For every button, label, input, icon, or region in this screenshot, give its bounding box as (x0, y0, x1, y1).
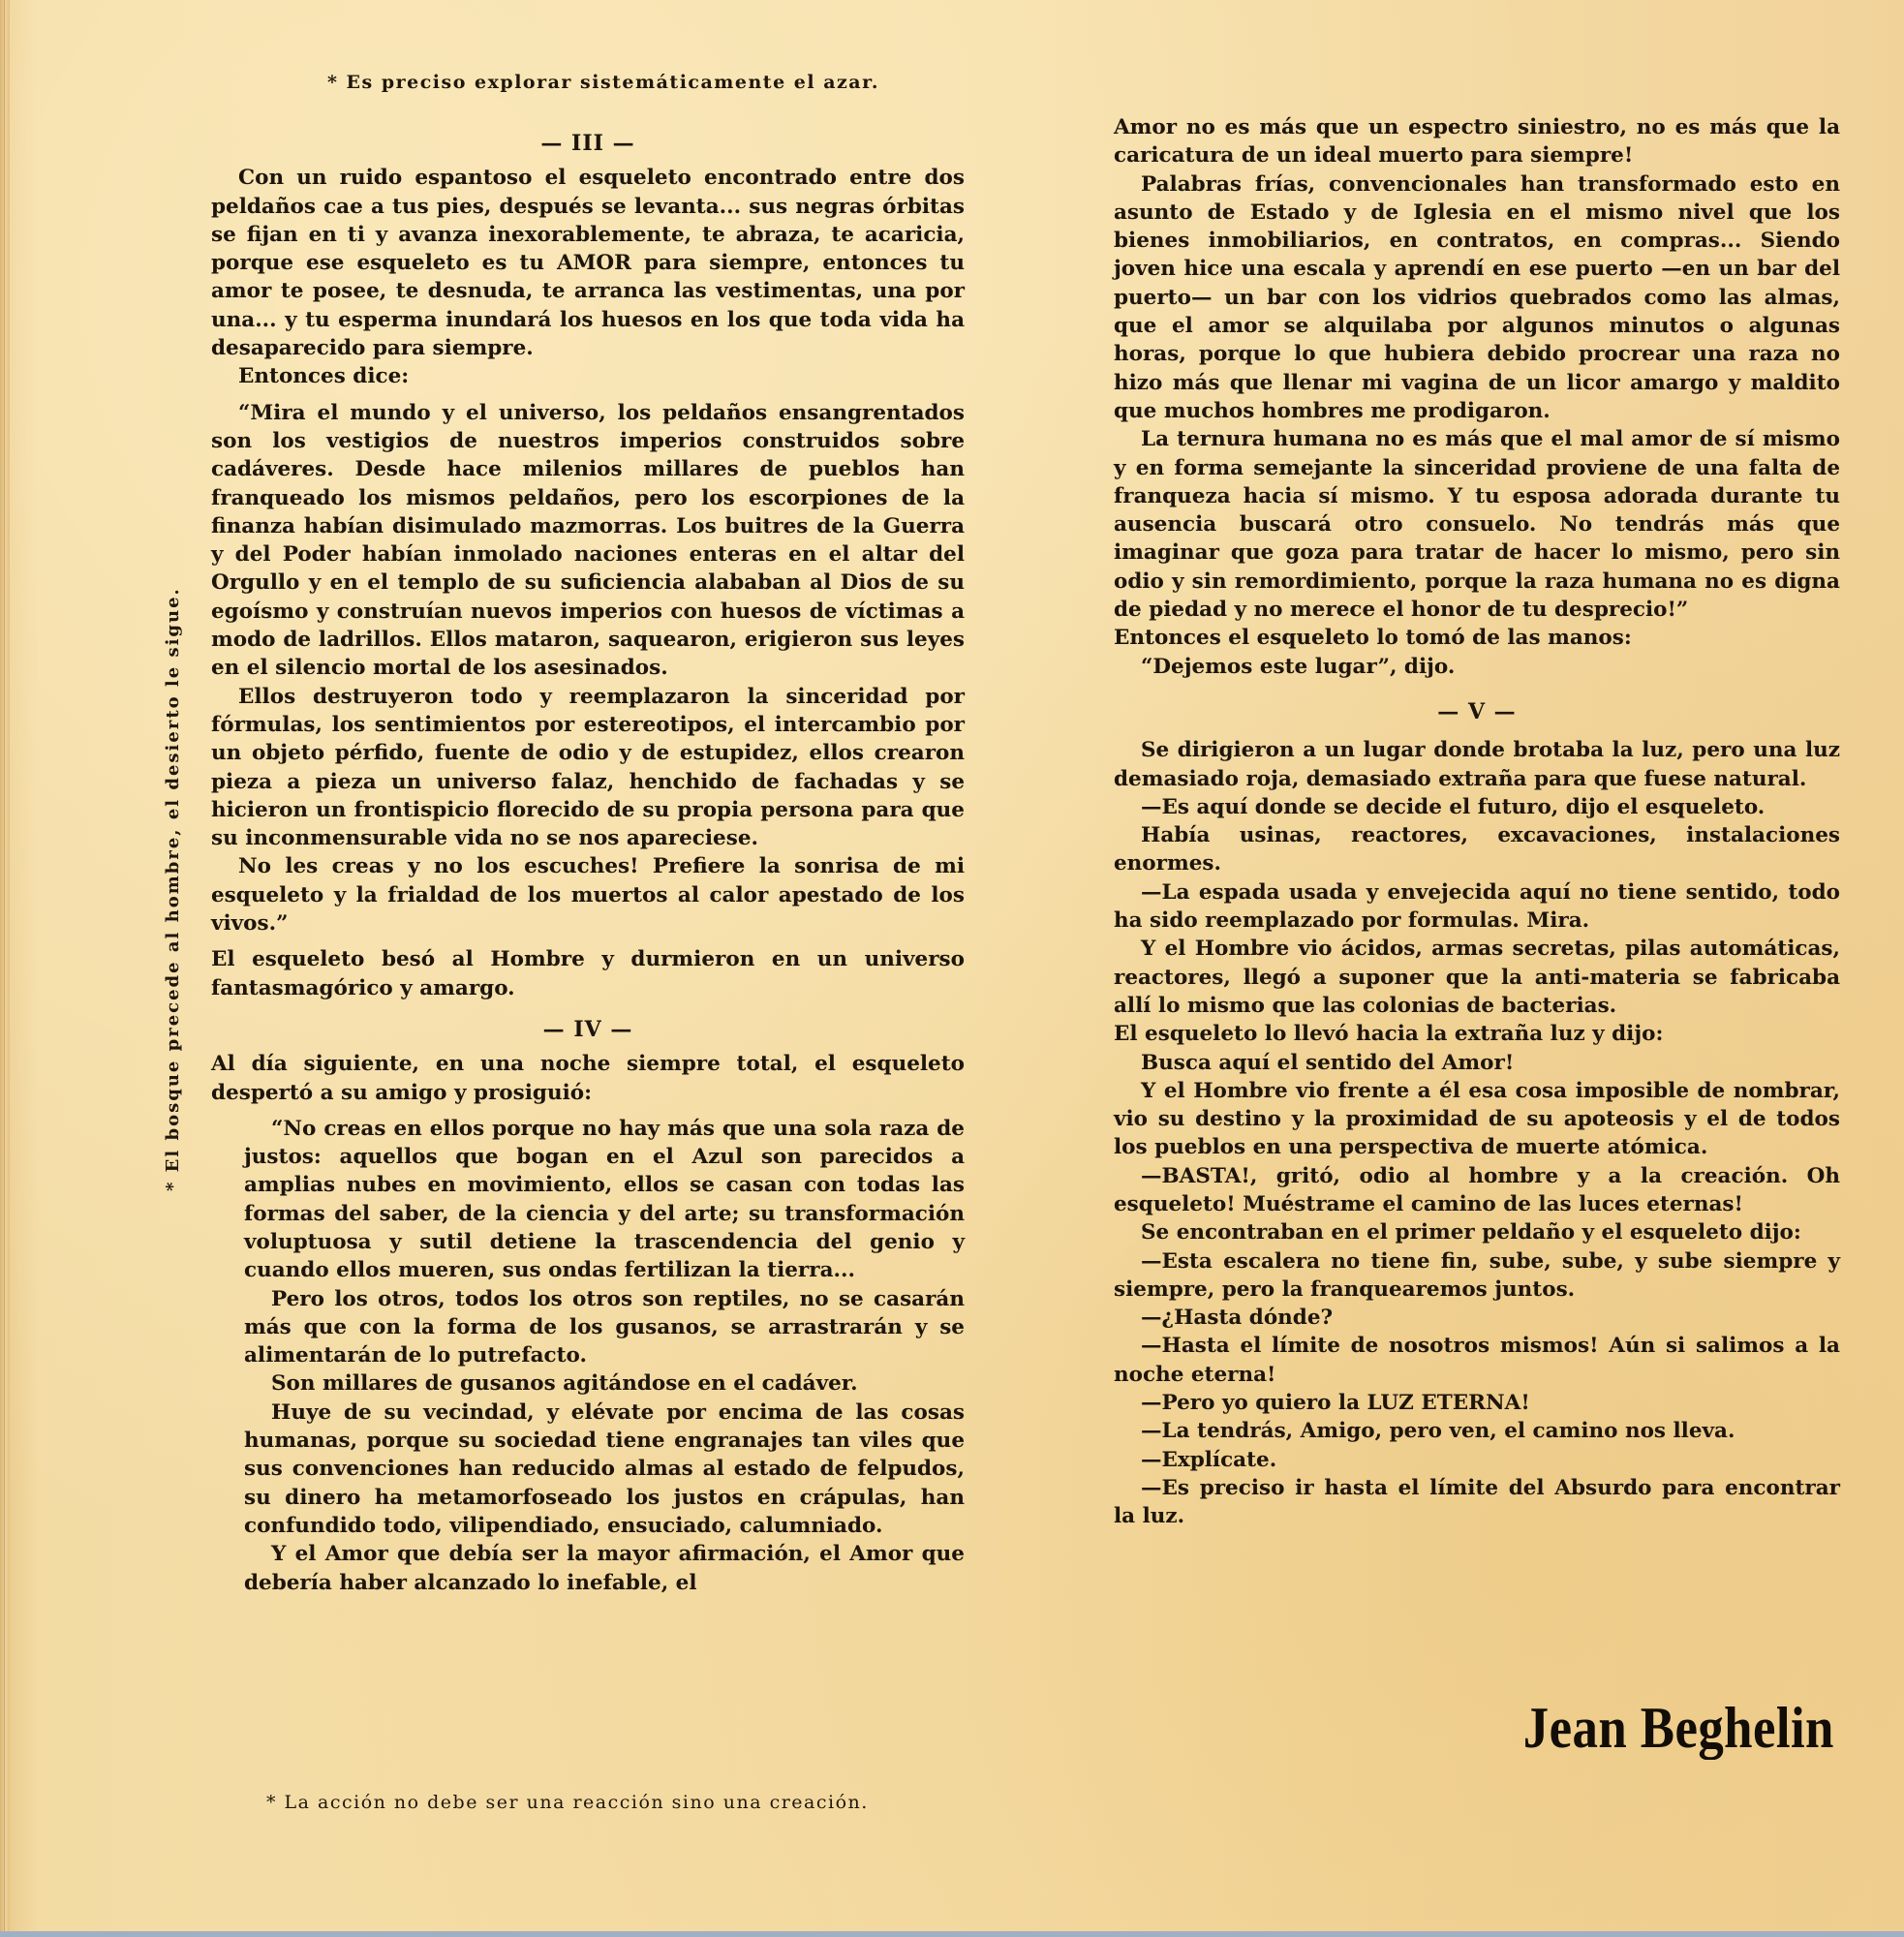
section-heading-iv: — IV — (542, 1016, 633, 1042)
paragraph: Son millares de gusanos agitándose en el cadáver. (271, 1371, 858, 1397)
author-signature: Jean Beghelin (1522, 1696, 1834, 1760)
dialogue-line: —Pero yo quiero la LUZ ETERNA! (1141, 1391, 1530, 1416)
paragraph: Entonces dice: (238, 364, 410, 389)
page-binding-edge (0, 0, 10, 1937)
paragraph: Amor no es más que un espectro siniestro, no es más que la caricatura de un ideal muerto para siempre! (1114, 115, 1840, 169)
right-column (1114, 113, 1840, 1531)
dialogue-line: —La espada usada y envejecida aquí no tiene sentido, todo ha sido reemplazado por formulas. Mira. (1114, 879, 1840, 934)
scan-bottom-edge (0, 1931, 1904, 1937)
paragraph: El esqueleto lo llevó hacia la extraña luz y dijo: (1114, 1022, 1664, 1047)
dialogue-line: —BASTA!, gritó, odio al hombre y a la creación. Oh esqueleto! Muéstrame el camino de las luces eternas! (1114, 1163, 1840, 1216)
paragraph: Busca aquí el sentido del Amor! (1141, 1050, 1515, 1075)
section-heading-iii: — III — (540, 131, 635, 156)
dialogue-line: —Hasta el límite de nosotros mismos! Aún si salimos a la noche eterna! (1114, 1334, 1840, 1387)
paragraph: Y el Hombre vio ácidos, armas secretas, pilas automáticas, reactores, llegó a suponer que la anti-materia se fabricaba allí lo mismo que las colonias de bacterias. (1114, 937, 1840, 1018)
quote-paragraph: “Mira el mundo y el universo, los peldaños ensangrentados son los vestigios de nuestros imperios construidos sobre cadáveres. Desde hace milenios millares de pueblos han franqueado los mismos peldaños, pero los escorpiones de la finanza habían disimulado mazmorras. Los buitres de la Guerra y del Poder habían inmolado naciones enteras en el altar del Orgullo y en el templo de su suficiencia alababan al Dios de su egoísmo y construían nuevos imperios con huesos de víctimas a modo de ladrillos. Ellos mataron, saquearon, erigieron sus leyes en el silencio mortal de los asesinados. (211, 400, 965, 681)
dialogue-line: —Es aquí donde se decide el futuro, dijo el esqueleto. (1141, 794, 1766, 819)
paragraph: “Dejemos este lugar”, dijo. (1141, 654, 1456, 679)
paragraph: Entonces el esqueleto lo tomó de las manos: (1114, 626, 1632, 651)
dialogue-line: —Esta escalera no tiene fin, sube, sube, y sube siempre y siempre, pero la franquearemos juntos. (1114, 1248, 1840, 1302)
paragraph: Huye de su vecindad, y elévate por encima de las cosas humanas, porque su sociedad tiene engranajes tan viles que sus convenciones han reducido almas al estado de felpudos, su dinero ha metamorfoseado los justos en crápulas, han confundido todo, vilipendiado, ensuciado, calumniado. (244, 1399, 965, 1538)
paragraph: Pero los otros, todos los otros son reptiles, no se casarán más que con la forma de los gusanos, se arrastrarán y se alimentarán de lo putrefacto. (244, 1286, 965, 1368)
paragraph: Ellos destruyeron todo y reemplazaron la sinceridad por fórmulas, los sentimientos por estereotipos, el intercambio por un objeto pérfido, fuente de odio y de estupidez, ellos crearon pieza a pieza un universo falaz, henchido de fachadas y se hicieron un frontispicio florecido de su propia persona para que su inconmensurable vida no se nos apareciese. (211, 684, 965, 851)
paragraph: No les creas y no los escuches! Prefiere la sonrisa de mi esqueleto y la frialdad de los muertos al calor apestado de los vivos.” (211, 854, 965, 937)
dialogue-line: —¿Hasta dónde? (1141, 1306, 1334, 1331)
paragraph: Se encontraban en el primer peldaño y el esqueleto dijo: (1141, 1220, 1801, 1245)
paragraph: Había usinas, reactores, excavaciones, instalaciones enormes. (1114, 823, 1840, 876)
section-heading-v: — V — (1437, 698, 1517, 724)
dialogue-line: —Es preciso ir hasta el límite del Absurdo para encontrar la luz. (1114, 1475, 1840, 1529)
quote-paragraph: “No creas en ellos porque no hay más que una sola raza de justos: aquellos que bogan en el Azul son parecidos a amplias nubes en movimiento, ellos se casan con todas las formas del saber, de la ciencia y del arte; su transformación voluptuosa y sutil detiene la trascendencia del genio y cuando ellos mueren, sus ondas fertilizan la tierra... (244, 1116, 965, 1283)
dialogue-line: —Explícate. (1141, 1447, 1277, 1472)
epigraph-top: * Es preciso explorar sistemáticamente el azar. (327, 72, 880, 93)
paragraph: Con un ruido espantoso el esqueleto encontrado entre dos peldaños cae a tus pies, después se levanta... sus negras órbitas se fijan en ti y avanza inexorablemente, te abraza, te acaricia, porque ese esqueleto es tu AMOR para siempre, entonces tu amor te posee, te desnuda, te arranca las vestimentas, una por una... y tu esperma inundará los huesos en los que toda vida ha desaparecido para siempre. (211, 166, 965, 361)
paragraph: Se dirigieron a un lugar donde brotaba la luz, pero una luz demasiado roja, demasiado extraña para que fuese natural. (1114, 738, 1840, 791)
epigraph-side-vertical: * El bosque precede al hombre, el desierto le sigue. (163, 587, 183, 1191)
epigraph-bottom: * La acción no debe ser una reacción sino una creación. (266, 1792, 869, 1813)
left-column (211, 130, 965, 1597)
paragraph: La ternura humana no es más que el mal amor de sí mismo y en forma semejante la sinceridad proviene de una falta de franqueza hacia sí mismo. Y tu esposa adorada durante tu ausencia buscará otro consuelo. No tendrás más que imaginar que goza para tratar de hacer lo mismo, pero sin odio y sin remordimiento, porque la raza humana no es digna de piedad y no merece el honor de tu desprecio!” (1114, 427, 1840, 623)
paragraph: El esqueleto besó al Hombre y durmieron en un universo fantasmagórico y amargo. (211, 947, 965, 1000)
paragraph: Al día siguiente, en una noche siempre total, el esqueleto despertó a su amigo y prosiguió: (211, 1052, 965, 1105)
dialogue-line: —La tendrás, Amigo, pero ven, el camino nos lleva. (1141, 1419, 1735, 1444)
paragraph: Y el Hombre vio frente a él esa cosa imposible de nombrar, vio su destino y la proximidad de su apoteosis y el de todos los pueblos en una perspectiva de muerte atómica. (1114, 1078, 1840, 1160)
paragraph: Palabras frías, convencionales han transformado esto en asunto de Estado y de Iglesia en el mismo nivel que los bienes inmobiliarios, en contratos, en compras... Siendo joven hice una escala y aprendí en ese puerto —en un bar del puerto— un bar con los vidrios quebrados como las almas, que el amor se alquilaba por algunos minutos o algunas horas, porque lo que hubiera debido procrear una raza no hizo más que llenar mi vagina de un licor amargo y maldito que muchos hombres me prodigaron. (1114, 171, 1840, 423)
paragraph: Y el Amor que debía ser la mayor afirmación, el Amor que debería haber alcanzado lo inefable, el (244, 1542, 965, 1595)
